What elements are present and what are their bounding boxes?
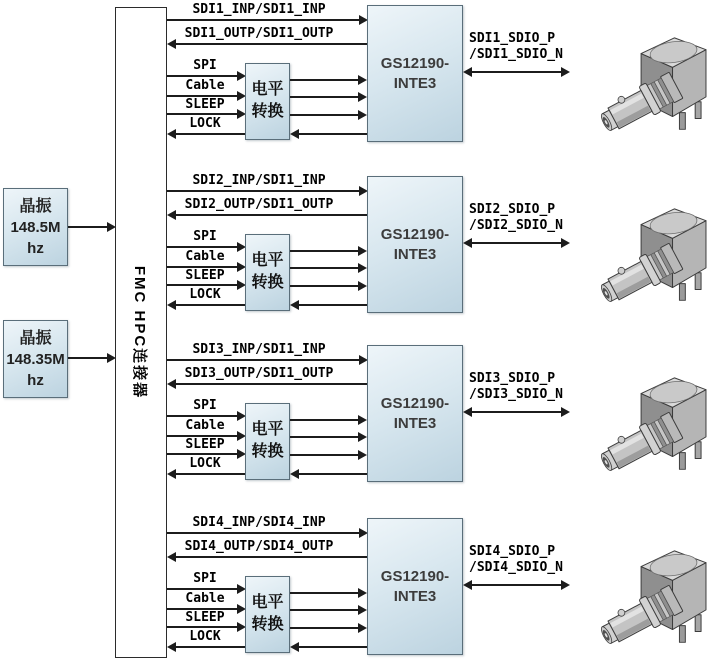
fmc-hpc-connector-label: FMC HPC连接器 [131,265,149,400]
level-shifter-block [245,403,290,480]
level-shifter-label: 电平 [251,421,284,438]
arrowhead-right-icon [358,281,367,291]
arrowhead-right-icon [358,75,367,85]
sleep-signal-label: SLEEP [185,610,225,625]
spi-wire [167,246,237,248]
lock-signal-label: LOCK [189,629,221,644]
chip-label: GS12190- [380,226,450,243]
sdio-wire [472,411,561,413]
bnc-connector-image [581,543,711,661]
inp-wire [167,359,359,361]
gs12190-chip-block [367,345,463,482]
arrowhead-right-icon [358,432,367,442]
gs12190-chip-block [367,518,463,655]
level-shifter-label: 电平 [251,594,284,611]
level-to-chip-wire [290,285,358,287]
chip-label: GS12190- [380,568,450,585]
arrowhead-right-icon [358,92,367,102]
arrowhead-right-icon [358,110,367,120]
spi-signal-label: SPI [193,398,217,413]
level-shifter-label: 转换 [251,274,284,291]
chip-to-level-wire [299,473,367,475]
level-to-chip-wire [290,592,358,594]
chip-to-level-wire [299,133,367,135]
oscillator-frequency: 148.5M [10,219,61,236]
chip-to-level-wire [299,646,367,648]
oscillator-wire [68,226,107,228]
level-to-chip-wire [290,250,358,252]
outp-signal-label: SDI4_OUTP/SDI4_OUTP [184,539,334,554]
outp-wire [176,214,367,216]
cable-signal-label: Cable [185,78,225,93]
level-to-chip-wire [290,96,358,98]
cable-signal-label: Cable [185,249,225,264]
cable-signal-label: Cable [185,418,225,433]
chip-label: INTE3 [393,415,437,432]
chip-label: GS12190- [380,395,450,412]
level-to-chip-wire [290,267,358,269]
arrowhead-right-icon [358,588,367,598]
level-shifter-block [245,63,290,140]
arrowhead-left-icon [167,552,176,562]
sleep-wire [167,113,237,115]
level-shifter-label: 转换 [251,443,284,460]
arrowhead-left-icon [290,300,299,310]
outp-signal-label: SDI2_OUTP/SDI1_OUTP [184,197,334,212]
lock-wire [176,646,245,648]
sdio-signal-label: SDI3_SDIO_P [469,371,556,386]
level-to-chip-wire [290,79,358,81]
arrowhead-right-icon [358,605,367,615]
outp-wire [176,383,367,385]
bnc-connector-image [581,370,711,488]
arrowhead-right-icon [561,407,570,417]
sdio-signal-label: SDI2_SDIO_P [469,202,556,217]
oscillator-frequency: 148.35M [6,351,65,368]
arrowhead-left-icon [463,67,472,77]
cable-signal-label: Cable [185,591,225,606]
spi-signal-label: SPI [193,229,217,244]
lock-signal-label: LOCK [189,287,221,302]
outp-signal-label: SDI1_OUTP/SDI1_OUTP [184,26,334,41]
level-to-chip-wire [290,609,358,611]
arrowhead-left-icon [167,469,176,479]
level-shifter-block [245,234,290,311]
level-shifter-label: 电平 [251,81,284,98]
oscillator-148_35-block [3,320,68,398]
sleep-wire [167,284,237,286]
lock-signal-label: LOCK [189,456,221,471]
oscillator-name: 晶振 [19,330,52,347]
chip-label: INTE3 [393,588,437,605]
outp-signal-label: SDI3_OUTP/SDI1_OUTP [184,366,334,381]
oscillator-unit: hz [27,240,44,257]
arrowhead-right-icon [358,246,367,256]
chip-label: INTE3 [393,75,437,92]
arrowhead-left-icon [463,238,472,248]
arrowhead-left-icon [290,469,299,479]
sdio-wire [472,242,561,244]
level-to-chip-wire [290,114,358,116]
oscillator-name: 晶振 [19,198,52,215]
sdi-channel [167,0,713,170]
arrowhead-right-icon [358,623,367,633]
chip-label: INTE3 [393,246,437,263]
arrowhead-left-icon [167,379,176,389]
arrowhead-right-icon [358,450,367,460]
inp-signal-label: SDI4_INP/SDI4_INP [192,515,326,530]
arrowhead-left-icon [463,580,472,590]
level-to-chip-wire [290,419,358,421]
sdio-signal-label: /SDI4_SDIO_N [469,560,563,575]
arrowhead-left-icon [167,642,176,652]
spi-wire [167,75,237,77]
lock-wire [176,473,245,475]
sdi-channel [167,340,713,510]
bnc-connector-image [581,201,711,319]
sdio-signal-label: SDI1_SDIO_P [469,31,556,46]
sleep-wire [167,453,237,455]
sdi-channel [167,513,713,662]
outp-wire [176,43,367,45]
arrowhead-right-icon [358,263,367,273]
inp-wire [167,190,359,192]
sdio-wire [472,584,561,586]
arrowhead-right-icon [358,415,367,425]
inp-signal-label: SDI1_INP/SDI1_INP [192,2,326,17]
chip-to-level-wire [299,304,367,306]
lock-signal-label: LOCK [189,116,221,131]
arrowhead-left-icon [463,407,472,417]
level-to-chip-wire [290,436,358,438]
level-shifter-label: 转换 [251,103,284,120]
arrowhead-left-icon [167,129,176,139]
arrowhead-right-icon [561,580,570,590]
level-to-chip-wire [290,454,358,456]
inp-wire [167,532,359,534]
arrowhead-right-icon [561,67,570,77]
bnc-connector-image [581,30,711,148]
spi-signal-label: SPI [193,571,217,586]
arrowhead-left-icon [167,300,176,310]
arrowhead-left-icon [167,39,176,49]
spi-signal-label: SPI [193,58,217,73]
sdio-signal-label: /SDI2_SDIO_N [469,218,563,233]
lock-wire [176,133,245,135]
oscillator-wire [68,357,107,359]
spi-wire [167,415,237,417]
arrowhead-left-icon [290,642,299,652]
lock-wire [176,304,245,306]
level-to-chip-wire [290,627,358,629]
sleep-signal-label: SLEEP [185,268,225,283]
sleep-signal-label: SLEEP [185,97,225,112]
sdio-wire [472,71,561,73]
sdio-signal-label: SDI4_SDIO_P [469,544,556,559]
sdio-signal-label: /SDI3_SDIO_N [469,387,563,402]
chip-label: GS12190- [380,55,450,72]
gs12190-chip-block [367,176,463,313]
sdi-channel [167,171,713,341]
oscillator-148_5-block [3,188,68,266]
inp-signal-label: SDI3_INP/SDI1_INP [192,342,326,357]
level-shifter-label: 电平 [251,252,284,269]
arrowhead-left-icon [290,129,299,139]
level-shifter-block [245,576,290,653]
sdio-signal-label: /SDI1_SDIO_N [469,47,563,62]
fmc-hpc-connector-block [115,7,167,658]
arrowhead-right-icon [561,238,570,248]
spi-wire [167,588,237,590]
sleep-wire [167,626,237,628]
oscillator-unit: hz [27,372,44,389]
arrowhead-left-icon [167,210,176,220]
inp-wire [167,19,359,21]
inp-signal-label: SDI2_INP/SDI1_INP [192,173,326,188]
gs12190-chip-block [367,5,463,142]
outp-wire [176,556,367,558]
sleep-signal-label: SLEEP [185,437,225,452]
level-shifter-label: 转换 [251,616,284,633]
